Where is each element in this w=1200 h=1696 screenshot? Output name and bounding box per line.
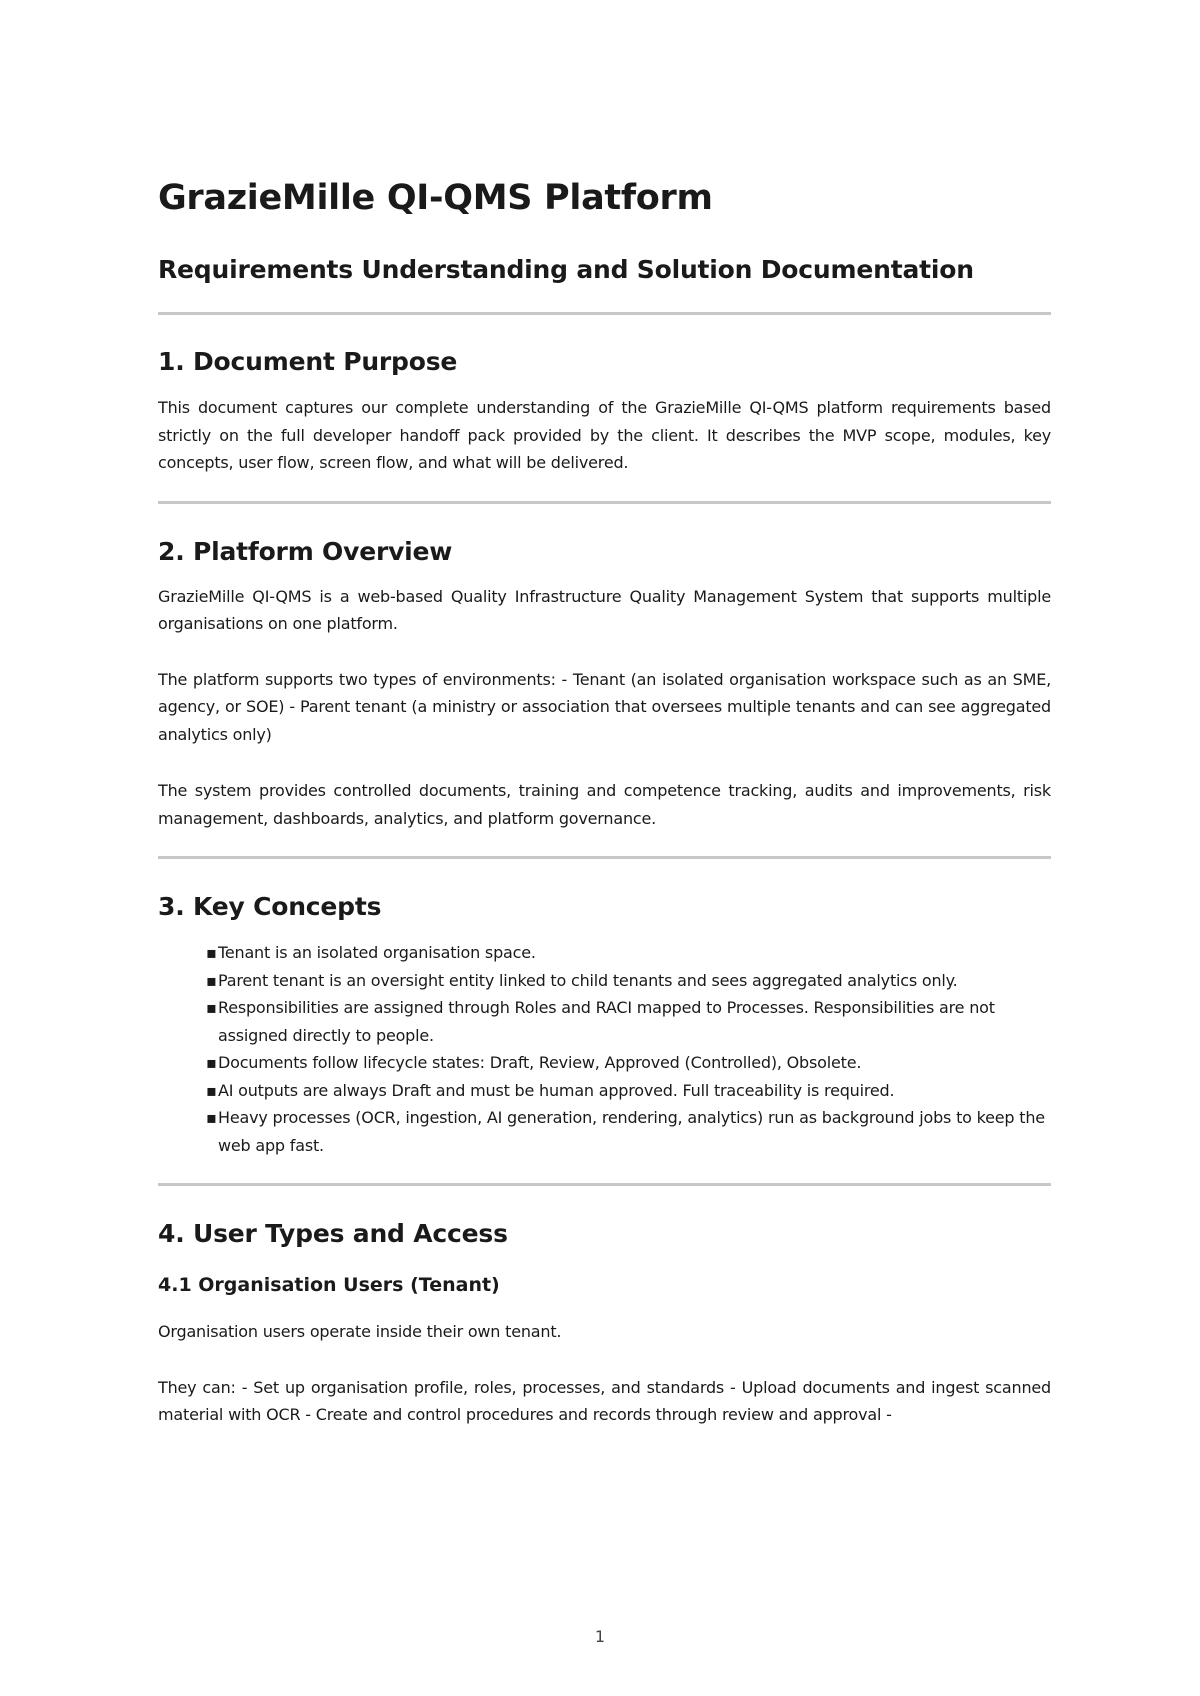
divider	[158, 312, 1051, 315]
paragraph: This document captures our complete understanding of the GrazieMille QI-QMS platform requirements based strictly on the full developer handoff pack provided by the client. It describes the MVP scope, modules, key concepts, user flow, screen flow, and what will be delivered.	[158, 398, 1051, 472]
list-item: ▪ Heavy processes (OCR, ingestion, AI generation, rendering, analytics) run as background jobs to keep the web app fast.	[206, 1104, 1051, 1159]
divider	[158, 1183, 1051, 1186]
section-heading-user-types: 4. User Types and Access	[158, 1219, 508, 1248]
list-item: ▪ Tenant is an isolated organisation space.	[206, 939, 1051, 967]
bullet-icon: ▪	[206, 1053, 217, 1072]
section-heading-document-purpose: 1. Document Purpose	[158, 347, 458, 376]
paragraph: The platform supports two types of environments: - Tenant (an isolated organisation workspace such as an SME, agency, or SOE) - Parent tenant (a ministry or association that oversees multiple tenants and can see aggregated analytics only)	[158, 669, 1051, 744]
list-item: ▪ Documents follow lifecycle states: Draft, Review, Approved (Controlled), Obsolete.	[206, 1049, 1051, 1077]
list-item: ▪ Parent tenant is an oversight entity linked to child tenants and sees aggregated analytics only.	[206, 967, 1051, 995]
list-item: ▪ AI outputs are always Draft and must be human approved. Full traceability is required.	[206, 1077, 1051, 1105]
key-concepts-list	[158, 939, 1051, 1159]
document-title: GrazieMille QI-QMS Platform	[158, 178, 713, 218]
bullet-icon: ▪	[206, 998, 217, 1017]
bullet-icon: ▪	[206, 970, 217, 990]
divider	[158, 856, 1051, 859]
paragraph: The system provides controlled documents, training and competence tracking, audits and improvements, risk management, dashboards, analytics, and platform governance.	[158, 781, 1051, 828]
section-heading-platform-overview: 2. Platform Overview	[158, 536, 453, 566]
paragraph: GrazieMille QI-QMS is a web-based Quality Infrastructure Quality Management System that supports multiple organisations on one platform.	[158, 586, 1051, 633]
document-page	[158, 160, 1051, 1429]
subsection-heading-organisation-users: 4.1 Organisation Users (Tenant)	[158, 1274, 500, 1296]
paragraph: Organisation users operate inside their own tenant.	[158, 1322, 562, 1341]
paragraph: They can: - Set up organisation profile, roles, processes, and standards - Upload documents and ingest scanned material with OCR - Create and control procedures and records through review and approval -	[158, 1377, 1051, 1424]
divider	[158, 501, 1051, 504]
bullet-icon: ▪	[206, 1108, 217, 1127]
page-number: 1	[594, 1627, 606, 1646]
bullet-icon: ▪	[206, 1080, 217, 1100]
document-subtitle: Requirements Understanding and Solution Documentation	[158, 255, 974, 284]
list-item: ▪ Responsibilities are assigned through Roles and RACI mapped to Processes. Responsibilities are not assigned directly to people.	[206, 994, 1051, 1049]
bullet-icon: ▪	[206, 943, 217, 962]
section-heading-key-concepts: 3. Key Concepts	[158, 892, 382, 921]
